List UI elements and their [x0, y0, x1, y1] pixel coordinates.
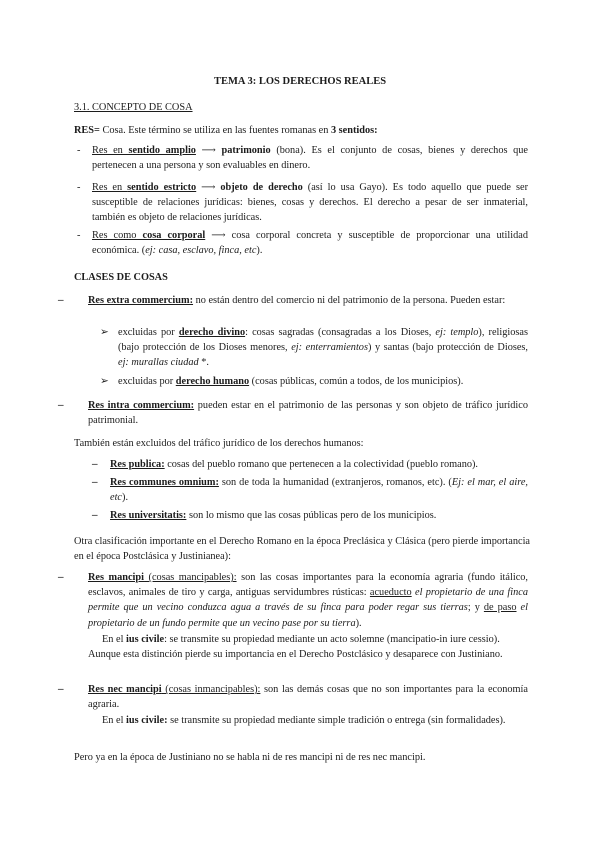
- item-label: Res communes omnium:: [110, 477, 219, 488]
- sub-text: : cosas sagradas (consagradas a los Dioses,: [245, 327, 436, 338]
- item-label: Res publica:: [110, 459, 165, 470]
- item-result: objeto de derecho: [220, 182, 303, 193]
- clases-heading: CLASES DE COSAS: [74, 272, 168, 283]
- item-text: son lo mismo que las cosas públicas pero de los municipios.: [186, 510, 437, 521]
- dash-bullet: –: [92, 509, 98, 521]
- dash-bullet: –: [58, 571, 64, 583]
- sub-derecho-divino: [118, 325, 528, 371]
- dash-bullet: –: [58, 294, 64, 306]
- item-term: acueducto: [369, 587, 412, 599]
- arrow-bullet-icon: ➢: [100, 327, 109, 338]
- sub-derecho-humano: [118, 374, 528, 389]
- arrow-bullet-icon: ➢: [100, 376, 109, 387]
- item-text: cosas del pueblo romano que pertenecen a la colectividad (pueblo romano).: [164, 459, 479, 470]
- nec-ius-civile: [88, 713, 528, 728]
- dash-bullet: –: [92, 476, 98, 488]
- civ-term: ius civile: [126, 634, 165, 645]
- item-term: de paso: [483, 602, 517, 614]
- item-prefix: Res en: [92, 182, 128, 193]
- item-text: ; y: [467, 602, 484, 614]
- arrow-icon: ⟶: [196, 182, 221, 193]
- dash-bullet: –: [58, 399, 64, 411]
- dash-bullet: -: [77, 182, 81, 193]
- sub-term: derecho humano: [175, 376, 250, 387]
- item-text: son las demás cosas que no son importantes para la economía agraria.: [88, 684, 528, 711]
- arrow-icon: ⟶: [205, 230, 232, 241]
- section-heading: 3.1. CONCEPTO DE COSA: [74, 102, 193, 113]
- item-paren: (cosas inmancipables):: [161, 684, 261, 695]
- otra-clasificacion-paragraph: Otra clasificación importante en el Derecho Romano en la época Preclásica y Clásica (pero pierde importancia en el época Postclásica y Justinianea):: [74, 536, 530, 563]
- item-example: ej: casa, esclavo, finca, etc: [145, 245, 257, 257]
- sub-text: ), religiosas (bajo protección de los Dioses menores,: [118, 327, 528, 354]
- list-item-sentido-amplio: [92, 143, 528, 173]
- page-title: TEMA 3: LOS DERECHOS REALES: [213, 76, 387, 87]
- sub-text: *.: [198, 357, 209, 369]
- dash-bullet: -: [77, 230, 81, 241]
- item-prefix: Res en: [92, 145, 129, 156]
- res-text: Cosa. Este término se utiliza en las fuentes romanas en: [99, 125, 331, 136]
- civ-text: : se transmite su propiedad mediante un acto solemne (mancipatio-in iure cessio). Aunque esta distinción pierde su importancia en el Derecho Postclásico y desaparece con Justiniano.: [88, 634, 503, 661]
- item-result: patrimonio: [221, 145, 271, 156]
- item-prefix: Res como: [92, 230, 143, 241]
- list-item-cosa-corporal: [92, 228, 528, 258]
- item-paren: (cosas mancipables):: [144, 572, 237, 583]
- mancipi-ius-civile: [88, 632, 528, 662]
- civ-text: se transmite su propiedad mediante simple tradición o entrega (sin formalidades).: [167, 715, 506, 726]
- item-label: Res universitatis:: [110, 510, 187, 521]
- list-item-sentido-estricto: [92, 180, 528, 226]
- item-end: ).: [256, 245, 263, 257]
- res-intra-commercium: [88, 398, 528, 428]
- sub-text: excluidas por: [118, 327, 179, 338]
- item-text: (bona). Es el conjunto de cosas, bienes y derechos que pertenecen a una persona y son evaluables en dinero.: [92, 145, 528, 172]
- civ-term: ius civile:: [126, 715, 168, 726]
- item-text: no están dentro del comercio ni del patrimonio de la persona. Pueden estar:: [193, 295, 506, 306]
- dash-bullet: -: [77, 145, 81, 156]
- sub-example: ej: murallas ciudad: [118, 357, 199, 369]
- dash-bullet: –: [92, 458, 98, 470]
- res-publica: [110, 457, 528, 472]
- civ-text: En el: [102, 715, 127, 726]
- item-text: cosa corporal concreta y susceptible de proporcionar una utilidad económica. (: [92, 230, 528, 257]
- item-label: Res intra commercium:: [88, 400, 195, 411]
- res-sentidos: 3 sentidos:: [330, 125, 378, 136]
- item-text: son las cosas importantes para la economía agraria (fundo itálico, esclavos, animales de tiro y carga, antiguas servidumbres rústicas:: [88, 572, 528, 599]
- item-term: sentido estricto: [127, 182, 197, 193]
- item-label: Res extra commercium:: [88, 295, 194, 306]
- sub-text: excluidas por: [118, 376, 176, 387]
- sub-text: ) y santas (bajo protección de Dioses,: [367, 342, 529, 354]
- civ-text: En el: [102, 634, 127, 645]
- sub-example: ej: enterramientos: [291, 342, 368, 354]
- dash-bullet: –: [58, 683, 64, 695]
- item-label: Res nec mancipi: [88, 684, 162, 695]
- sub-example: ej: templo: [435, 327, 479, 338]
- res-nec-mancipi: [88, 682, 528, 712]
- item-text: son de toda la humanidad (extranjeros, romanos, etc). (: [218, 477, 452, 488]
- res-definition: [74, 123, 534, 138]
- arrow-icon: ⟶: [195, 145, 222, 156]
- res-universitatis: [110, 508, 528, 523]
- item-text: (así lo usa Gayo). Es todo aquello que puede ser susceptible de relaciones jurídicas: bienes, cosas y derechos. El derecho a pesar de ser inmaterial, también es objeto de relaciones jurídicas.: [92, 182, 528, 224]
- item-text: pueden estar en el patrimonio de las personas y son objeto de tráfico jurídico patrimonial.: [88, 400, 528, 427]
- res-extra-commercium: [88, 293, 528, 308]
- res-label: RES=: [74, 125, 100, 136]
- item-example: el propietario de una finca permite que un vecino conduzca agua a través de su finca para poder regar sus tierras: [88, 587, 528, 614]
- res-communes-omnium: [110, 475, 528, 505]
- item-end: ).: [355, 617, 362, 629]
- sub-text: (cosas públicas, común a todos, de los municipios).: [249, 376, 464, 387]
- item-label: Res mancipi: [88, 572, 145, 583]
- res-mancipi: [88, 570, 528, 631]
- sub-term: derecho divino: [178, 327, 246, 338]
- item-term: cosa corporal: [142, 230, 206, 241]
- item-example: el propietario de un fundo permite que un vecino pase por su tierra: [88, 602, 528, 629]
- tambien-paragraph: También están excluidos del tráfico jurídico de los derechos humanos:: [74, 438, 364, 449]
- item-end: ).: [122, 492, 129, 504]
- final-paragraph: Pero ya en la época de Justiniano no se habla ni de res mancipi ni de res nec mancipi.: [74, 752, 426, 763]
- item-term: sentido amplio: [128, 145, 196, 156]
- item-example: Ej: el mar, el aire, etc: [110, 477, 528, 504]
